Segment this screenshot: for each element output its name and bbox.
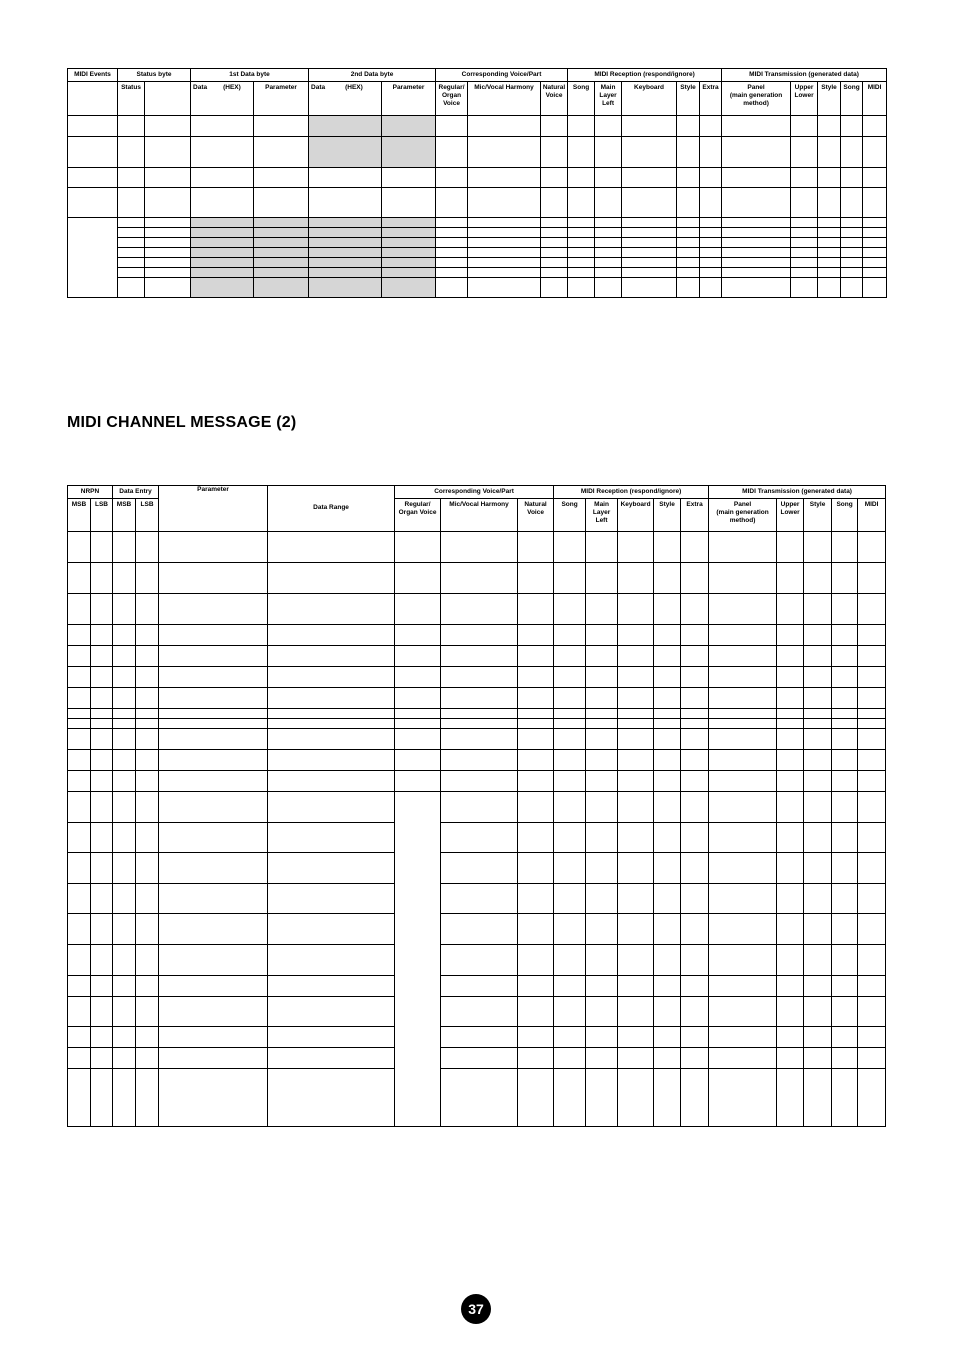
subheader-extra: Extra — [681, 499, 709, 532]
subheader-natural-voice: Natural Voice — [541, 82, 568, 116]
subheader-data-1 — [191, 82, 254, 116]
table-row — [68, 137, 887, 168]
subheader-main-layer-left: Main Layer Left — [595, 82, 622, 116]
subheader-msb-nrpn: MSB — [68, 499, 91, 532]
header-corresponding-voice-part: Corresponding Voice/Part — [395, 486, 554, 499]
table-row — [68, 228, 887, 238]
table-row — [68, 1027, 886, 1048]
subheader-tx-midi: MIDI — [858, 499, 886, 532]
subheader-data-2 — [309, 82, 382, 116]
table-row — [68, 116, 887, 137]
table-row — [68, 719, 886, 729]
table-row — [68, 218, 887, 228]
subheader-tx-style: Style — [818, 82, 841, 116]
table-row — [68, 976, 886, 997]
subheader-style: Style — [677, 82, 700, 116]
header-status-byte: Status byte — [118, 69, 191, 82]
table-row — [68, 268, 887, 278]
table-row — [68, 771, 886, 792]
table-row — [68, 853, 886, 884]
nrpn-table-body — [68, 532, 886, 1127]
table-row — [68, 646, 886, 667]
subheader-panel: Panel (main generation method) — [722, 82, 791, 116]
subheader-upper-lower: Upper Lower — [777, 499, 804, 532]
subheader-msb-data-entry: MSB — [113, 499, 136, 532]
table-row — [68, 238, 887, 248]
subheader-empty — [68, 82, 118, 116]
header-data-range: Data Range — [268, 486, 395, 532]
table-row — [68, 168, 887, 188]
data-label: Data — [193, 84, 208, 91]
table-row — [68, 563, 886, 594]
table-row — [68, 750, 886, 771]
subheader-extra: Extra — [700, 82, 722, 116]
table-row — [68, 1048, 886, 1069]
midi-events-table — [67, 68, 887, 298]
header-corresponding-voice-part: Corresponding Voice/Part — [436, 69, 568, 82]
subheader-tx-song: Song — [832, 499, 858, 532]
table-row — [68, 729, 886, 750]
table-row — [68, 914, 886, 945]
subheader-panel: Panel (main generation method) — [709, 499, 777, 532]
table-row — [68, 278, 887, 298]
table-row — [68, 188, 887, 218]
header-2nd-data-byte: 2nd Data byte — [309, 69, 436, 82]
subheader-song: Song — [568, 82, 595, 116]
table-row — [68, 823, 886, 853]
header-midi-transmission: MIDI Transmission (generated data) — [709, 486, 886, 499]
subheader-lsb-data-entry: LSB — [136, 499, 159, 532]
subheader-parameter-2: Parameter — [382, 82, 436, 116]
table-row — [68, 1069, 886, 1127]
subheader-regular-organ-voice: Regular/ Organ Voice — [395, 499, 441, 532]
table-row — [68, 709, 886, 719]
table-row — [68, 248, 887, 258]
table-row — [68, 792, 886, 823]
subheader-natural-voice: Natural Voice — [518, 499, 554, 532]
subheader-regular-organ-voice: Regular/ Organ Voice — [436, 82, 468, 116]
header-1st-data-byte: 1st Data byte — [191, 69, 309, 82]
table-row — [68, 532, 886, 563]
header-midi-transmission: MIDI Transmission (generated data) — [722, 69, 887, 82]
hex-label: (HEX) — [223, 84, 241, 91]
subheader-tx-song: Song — [841, 82, 863, 116]
subheader-empty — [145, 82, 191, 116]
table-row — [68, 884, 886, 914]
table-row — [68, 625, 886, 646]
subheader-lsb-nrpn: LSB — [91, 499, 113, 532]
nrpn-table — [67, 485, 886, 1127]
header-midi-events: MIDI Events — [68, 69, 118, 82]
table-row — [68, 945, 886, 976]
header-parameter: Parameter — [159, 486, 268, 532]
table-row — [68, 688, 886, 709]
page-number: 37 — [461, 1294, 491, 1324]
subheader-keyboard: Keyboard — [618, 499, 654, 532]
hex-label: (HEX) — [345, 84, 363, 91]
subheader-main-layer-left: Main Layer Left — [586, 499, 618, 532]
table-row — [68, 667, 886, 688]
subheader-keyboard: Keyboard — [622, 82, 677, 116]
subheader-status: Status — [118, 82, 145, 116]
table-row — [68, 258, 887, 268]
data-label: Data — [311, 84, 326, 91]
header-midi-reception: MIDI Reception (respond/ignore) — [568, 69, 722, 82]
subheader-mic-vocal-harmony: Mic/Vocal Harmony — [441, 499, 518, 532]
subheader-tx-style: Style — [804, 499, 832, 532]
header-nrpn: NRPN — [68, 486, 113, 499]
table-row — [68, 997, 886, 1027]
subheader-upper-lower: Upper Lower — [791, 82, 818, 116]
subheader-song: Song — [554, 499, 586, 532]
table-row — [68, 594, 886, 625]
subheader-style: Style — [654, 499, 681, 532]
subheader-tx-midi: MIDI — [863, 82, 887, 116]
merged-cell — [395, 792, 441, 1127]
header-data-entry: Data Entry — [113, 486, 159, 499]
header-midi-reception: MIDI Reception (respond/ignore) — [554, 486, 709, 499]
subheader-parameter-1: Parameter — [254, 82, 309, 116]
section-title: MIDI CHANNEL MESSAGE (2) — [67, 414, 297, 431]
subheader-mic-vocal-harmony: Mic/Vocal Harmony — [468, 82, 541, 116]
